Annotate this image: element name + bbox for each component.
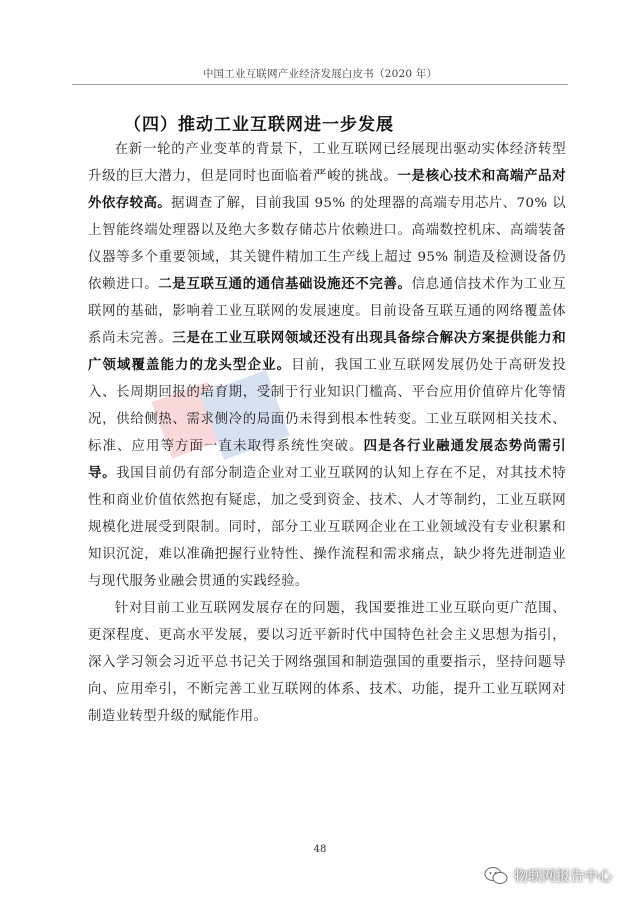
header-rule [72,84,568,85]
p1-point-three-detail: 目前，我国工业互联网发展仍处于高研发投入、长周期回报的培育期，受制于行业知识门槛高、平台应用价值碎片化等情况，供给侧热、需求侧冷的局面仍未得到根本性转变。工业互联网相关技术、标准、应用等方面一直未取得系统性突破。 [88,358,566,454]
p1-intro: 在新一轮的产业变革的背景下，工业互联网已经展现出驱动实体经济转型升级的巨大潜力，但是同时也面临着严峻的挑战。 [88,142,566,184]
p1-point-two-detail: 信息通信技术作为工业互联网的基础，影响着工业互联网的发展速度。目前设备互联互通的网络覆盖体系尚未完善。 [88,277,567,346]
page-number: 48 [313,844,327,855]
p1-point-four-detail: 我国目前仍有部分制造企业对工业互联网的认知上存在不足，对其技术特性和商业价值依然抱有疑虑，加之受到资金、技术、人才等制约，工业互联网规模化进展受到限制。同时，部分工业互联网企业在工业领域没有专业积累和知识沉淀，难以准确把握行业特性、操作流程和需求痛点，缺少将先进制造业与现代服务业融会贯通的实践经验。 [88,466,566,589]
paragraph-measures: 针对目前工业互联网发展存在的问题，我国要推进工业互联向更广范围、更深程度、更高水平发展，要以习近平新时代中国特色社会主义思想为指引，深入学习领会习近平总书记关于网络强国和制造强国的重要指示，坚持问题导向、应用牵引，不断完善工业互联网的体系、技术、功能，提升工业互联网对制造业转型升级的赋能作用。 [88,601,566,724]
p1-point-one-detail: 据调查了解，目前我国 95% 的处理器的高端专用芯片、70% 以上智能终端处理器以及绝大多数存储芯片依赖进口。高端数控机床、高端装备仪器等多个重要领域，其关键件精加工生产线上超过 95% 制造及检测设备仍依赖进口。 [88,196,567,292]
running-header: 中国工业互联网产业经济发展白皮书（2020 年） [202,68,438,80]
p1-point-one: 一是核心技术和高端产品对外依存较高。 [88,169,566,211]
body-text [88,136,566,730]
paragraph-challenges [88,136,566,595]
wechat-icon [484,866,508,886]
brand-name: 物联网报告中心 [514,869,612,885]
section-title: （四）推动工业互联网进一步发展 [124,115,394,135]
p1-point-three: 三是在工业互联网领域还没有出现具备综合解决方案提供能力和广领域覆盖能力的龙头型企业。 [88,331,566,373]
brand-watermark [484,866,612,886]
p1-point-four: 四是各行业融通发展态势尚需引导。 [88,439,566,481]
p1-point-two: 二是互联互通的通信基础设施还不完善。 [158,277,412,292]
